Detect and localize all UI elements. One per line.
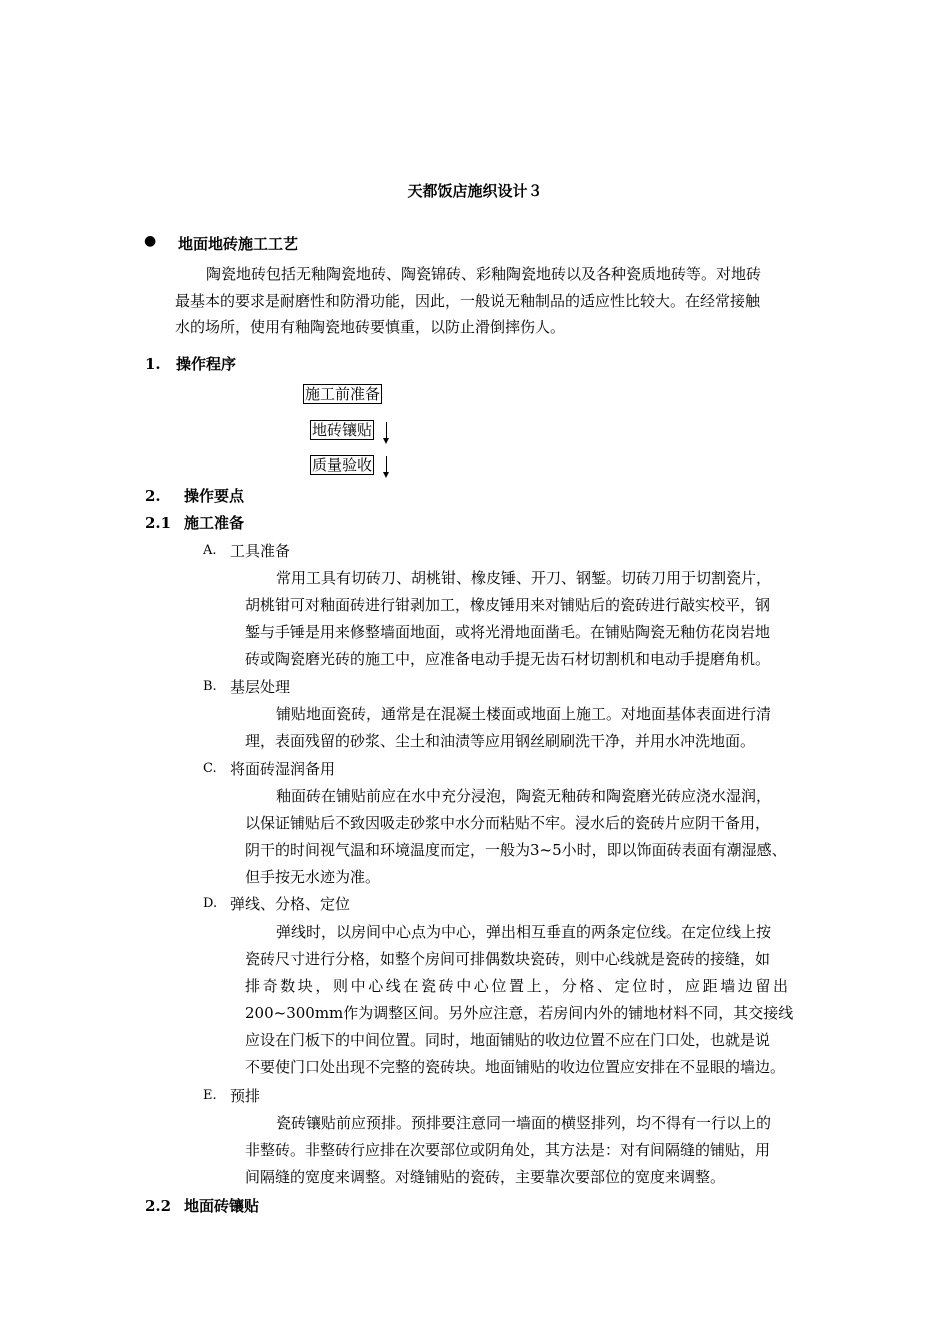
section-2-1-heading: 施工准备 — [184, 514, 245, 532]
item-label-b: 基层处理 — [230, 678, 291, 696]
item-e-line: 瓷砖镶贴前应预排。预排要注意同一墙面的横竖排列，均不得有一行以上的 — [276, 1114, 772, 1132]
section-1-number: 1. — [145, 355, 161, 373]
item-label-a: 工具准备 — [230, 542, 291, 560]
item-a-line: 砖或陶瓷磨光砖的施工中，应准备电动手提无齿石材切割机和电动手提磨角机。 — [245, 650, 771, 668]
item-a-line: 胡桃钳可对釉面砖进行钳剥加工，橡皮锤用来对铺贴后的瓷砖进行敲实校平，钢 — [245, 596, 771, 614]
item-d-line: 不要使门口处出现不完整的瓷砖块。地面铺贴的收边位置应安排在不显眼的墙边。 — [245, 1058, 786, 1076]
item-label-c: 将面砖湿润备用 — [230, 760, 336, 778]
item-letter-a: A. — [203, 543, 217, 558]
intro-line-2: 最基本的要求是耐磨性和防滑功能，因此，一般说无釉制品的适应性比较大。在经常接触 — [175, 292, 761, 310]
flow-step-tiling: 地砖镶贴 — [312, 421, 373, 439]
section-2-2-number: 2.2 — [145, 1197, 172, 1215]
item-c-line: 但手按无水迹为准。 — [245, 868, 381, 886]
item-b-line: 铺贴地面瓷砖，通常是在混凝土楼面或地面上施工。对地面基体表面进行清 — [276, 705, 772, 723]
item-letter-e: E. — [203, 1088, 217, 1103]
item-b-line: 理，表面残留的砂浆、尘土和油渍等应用钢丝刷刷洗干净，并用水冲洗地面。 — [245, 732, 756, 750]
section-2-number: 2. — [145, 487, 161, 505]
arrow-down-icon — [386, 456, 387, 473]
section-2-2-heading: 地面砖镶贴 — [184, 1197, 260, 1215]
section-heading-main: 地面地砖施工工艺 — [178, 235, 299, 253]
flow-step-inspection: 质量验收 — [312, 456, 373, 474]
item-d-line: 瓷砖尺寸进行分格，如整个房间可排偶数块瓷砖，则中心线就是瓷砖的接缝，如 — [245, 950, 771, 968]
arrow-down-icon — [386, 422, 387, 439]
intro-line-1: 陶瓷地砖包括无釉陶瓷地砖、陶瓷锦砖、彩釉陶瓷地砖以及各种瓷质地砖等。对地砖 — [206, 265, 762, 283]
item-c-line: 釉面砖在铺贴前应在水中充分浸泡，陶瓷无釉砖和陶瓷磨光砖应浇水湿润， — [276, 787, 772, 805]
item-label-d: 弹线、分格、定位 — [230, 895, 351, 913]
item-e-line: 间隔缝的宽度来调整。对缝铺贴的瓷砖，主要靠次要部位的宽度来调整。 — [245, 1168, 726, 1186]
item-e-line: 非整砖。非整砖行应排在次要部位或阴角处，其方法是：对有间隔缝的铺贴，用 — [245, 1141, 771, 1159]
bullet-icon: ● — [144, 233, 157, 249]
item-label-e: 预排 — [230, 1087, 261, 1105]
item-a-line: 錾与手锤是用来修整墙面地面，或将光滑地面凿毛。在铺贴陶瓷无釉仿花岗岩地 — [245, 623, 771, 641]
intro-line-3: 水的场所，使用有釉陶瓷地砖要慎重，以防止滑倒摔伤人。 — [175, 318, 566, 336]
item-d-line: 200~300mm作为调整区间。另外应注意，若房间内外的铺地材料不同，其交接线 — [245, 1004, 794, 1022]
item-letter-b: B. — [203, 679, 217, 694]
section-2-1-number: 2.1 — [145, 514, 172, 532]
document-title: 天都饭店施织设计３ — [407, 182, 543, 200]
flow-step-prepare: 施工前准备 — [305, 385, 381, 403]
item-d-line: 排奇数块，则中心线在瓷砖中心位置上，分格、定位时，应距墙边留出 — [245, 977, 791, 995]
item-a-line: 常用工具有切砖刀、胡桃钳、橡皮锤、开刀、钢錾。切砖刀用于切割瓷片， — [276, 569, 772, 587]
item-d-line: 应设在门板下的中间位置。同时，地面铺贴的收边位置不应在门口处，也就是说 — [245, 1031, 771, 1049]
item-c-line: 阴干的时间视气温和环境温度而定，一般为3~5小时，即以饰面砖表面有潮湿感、 — [245, 841, 787, 859]
item-c-line: 以保证铺贴后不致因吸走砂浆中水分而粘贴不牢。浸水后的瓷砖片应阴干备用， — [245, 814, 771, 832]
item-letter-c: C. — [203, 761, 217, 776]
section-1-heading: 操作程序 — [176, 355, 237, 373]
section-2-heading: 操作要点 — [184, 487, 245, 505]
item-d-line: 弹线时，以房间中心点为中心，弹出相互垂直的两条定位线。在定位线上按 — [276, 923, 772, 941]
item-letter-d: D. — [203, 896, 218, 911]
